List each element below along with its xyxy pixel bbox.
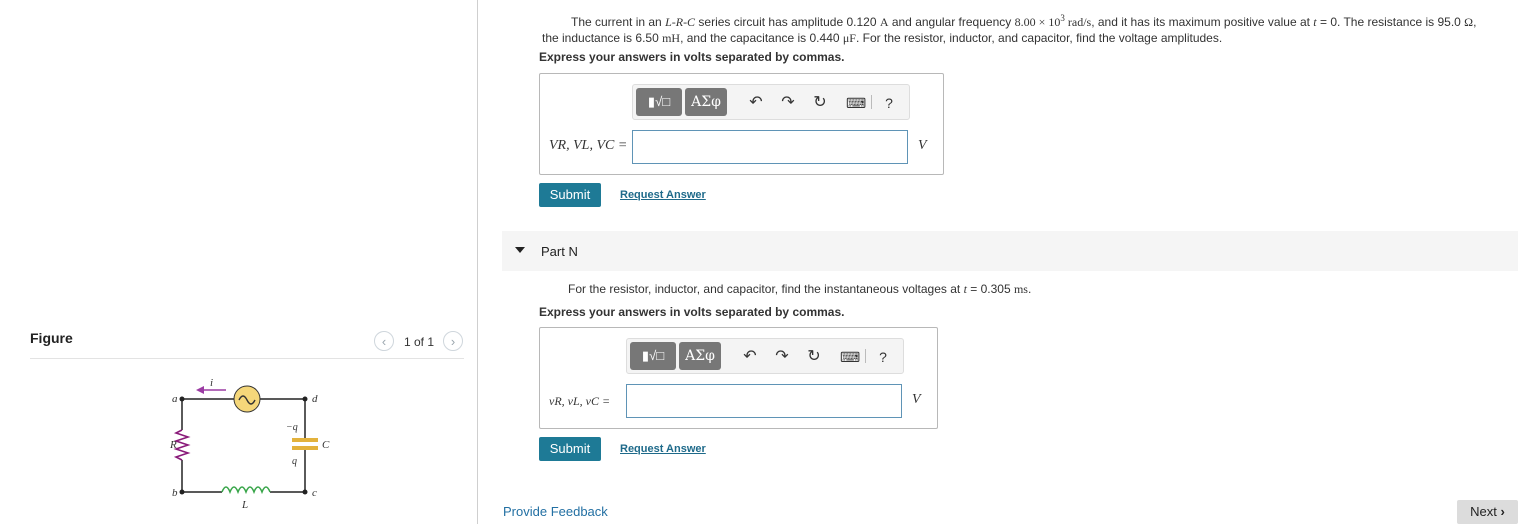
figure-prev-button[interactable] xyxy=(374,331,394,351)
label-q: q xyxy=(292,456,297,467)
label-c-capacitor: C xyxy=(322,439,330,451)
part-n-request-answer-link[interactable]: Request Answer xyxy=(620,443,706,455)
label-c: c xyxy=(312,487,317,499)
keyboard-icon[interactable]: ⌨ xyxy=(840,349,861,365)
node-d xyxy=(303,397,308,402)
label-d: d xyxy=(312,393,318,405)
label-b: b xyxy=(172,487,178,499)
chevron-right-icon: › xyxy=(450,334,456,349)
problem-statement xyxy=(542,10,1512,46)
reset-icon[interactable]: ↻ xyxy=(807,348,821,365)
node-a xyxy=(180,397,185,402)
provide-feedback-link[interactable]: Provide Feedback xyxy=(503,504,608,519)
part-n-header[interactable] xyxy=(502,231,1518,271)
part-n-label: vR, vL, vC = xyxy=(549,394,611,408)
caret-down-icon xyxy=(515,247,525,253)
chevron-right-icon: › xyxy=(1500,504,1505,519)
part-n-answer-input[interactable] xyxy=(626,384,902,418)
next-label: Next xyxy=(1470,504,1497,519)
part-m-request-answer-link[interactable]: Request Answer xyxy=(620,189,706,201)
part-m-math-toolbar xyxy=(632,84,910,120)
part-n-title: Part N xyxy=(541,244,578,259)
label-minus-q: −q xyxy=(286,422,298,433)
undo-icon[interactable]: ↶ xyxy=(749,94,763,111)
greek-symbols-button[interactable]: ΑΣφ xyxy=(679,342,721,370)
keyboard-icon[interactable]: ⌨ xyxy=(846,95,867,111)
inductor xyxy=(222,487,270,492)
current-arrow-head xyxy=(196,386,204,394)
part-m-label: VR, VL, VC = xyxy=(549,138,628,153)
template-sqrt-icon[interactable]: ▮√□ xyxy=(636,88,682,116)
label-l: L xyxy=(242,499,249,511)
capacitor-plate-top xyxy=(292,438,318,442)
part-m-instruction: Express your answers in volts separated by commas. xyxy=(539,50,845,64)
pane-divider xyxy=(477,0,478,524)
node-b xyxy=(180,490,185,495)
problem-line-1: The current in an L-R-C series circuit has amplitude 0.120 A and angular frequency $8.00 \times 10^3$ rad/s, and it has its maximum positive value at t = 0. The resistance is 95.0 Ω, xyxy=(571,13,1477,29)
help-button[interactable]: ? xyxy=(879,349,887,365)
capacitor-plate-bottom xyxy=(292,446,318,450)
toolbar-separator xyxy=(871,95,872,109)
label-i: i xyxy=(210,377,214,389)
undo-icon[interactable]: ↶ xyxy=(743,348,757,365)
part-n-unit: V xyxy=(912,392,921,407)
circuit-diagram xyxy=(160,372,340,512)
part-m-submit-button[interactable]: Submit xyxy=(539,183,601,207)
figure-divider xyxy=(30,358,464,359)
label-r: R xyxy=(170,439,177,451)
part-n-instruction: Express your answers in volts separated by commas. xyxy=(539,305,845,319)
figure-pager-text: 1 of 1 xyxy=(404,335,435,349)
greek-symbols-button[interactable]: ΑΣφ xyxy=(685,88,727,116)
part-n-submit-button[interactable]: Submit xyxy=(539,437,601,461)
redo-icon[interactable]: ↷ xyxy=(781,94,795,111)
toolbar-separator xyxy=(865,349,866,363)
problem-line-2: the inductance is 6.50 mH, and the capacitance is 0.440 μF. For the resistor, inductor, and capacitor, find the voltage amplitudes. xyxy=(542,31,1223,45)
figure-next-button[interactable] xyxy=(443,331,463,351)
part-m-answer-box xyxy=(539,73,944,175)
part-m-unit: V xyxy=(918,138,927,153)
part-m-answer-input[interactable] xyxy=(632,130,908,164)
template-sqrt-icon[interactable]: ▮√□ xyxy=(630,342,676,370)
reset-icon[interactable]: ↻ xyxy=(813,94,827,111)
help-button[interactable]: ? xyxy=(885,95,893,111)
part-n-question: For the resistor, inductor, and capacitor, find the instantaneous voltages at t = 0.305 ms. xyxy=(568,282,1032,296)
chevron-left-icon: ‹ xyxy=(381,334,387,349)
node-c xyxy=(303,490,308,495)
next-button[interactable] xyxy=(1457,500,1518,524)
figure-title: Figure xyxy=(30,330,73,346)
redo-icon[interactable]: ↷ xyxy=(775,348,789,365)
part-n-answer-box xyxy=(539,327,938,429)
resistor xyxy=(176,430,188,460)
part-n-math-toolbar xyxy=(626,338,904,374)
label-a: a xyxy=(172,393,178,405)
